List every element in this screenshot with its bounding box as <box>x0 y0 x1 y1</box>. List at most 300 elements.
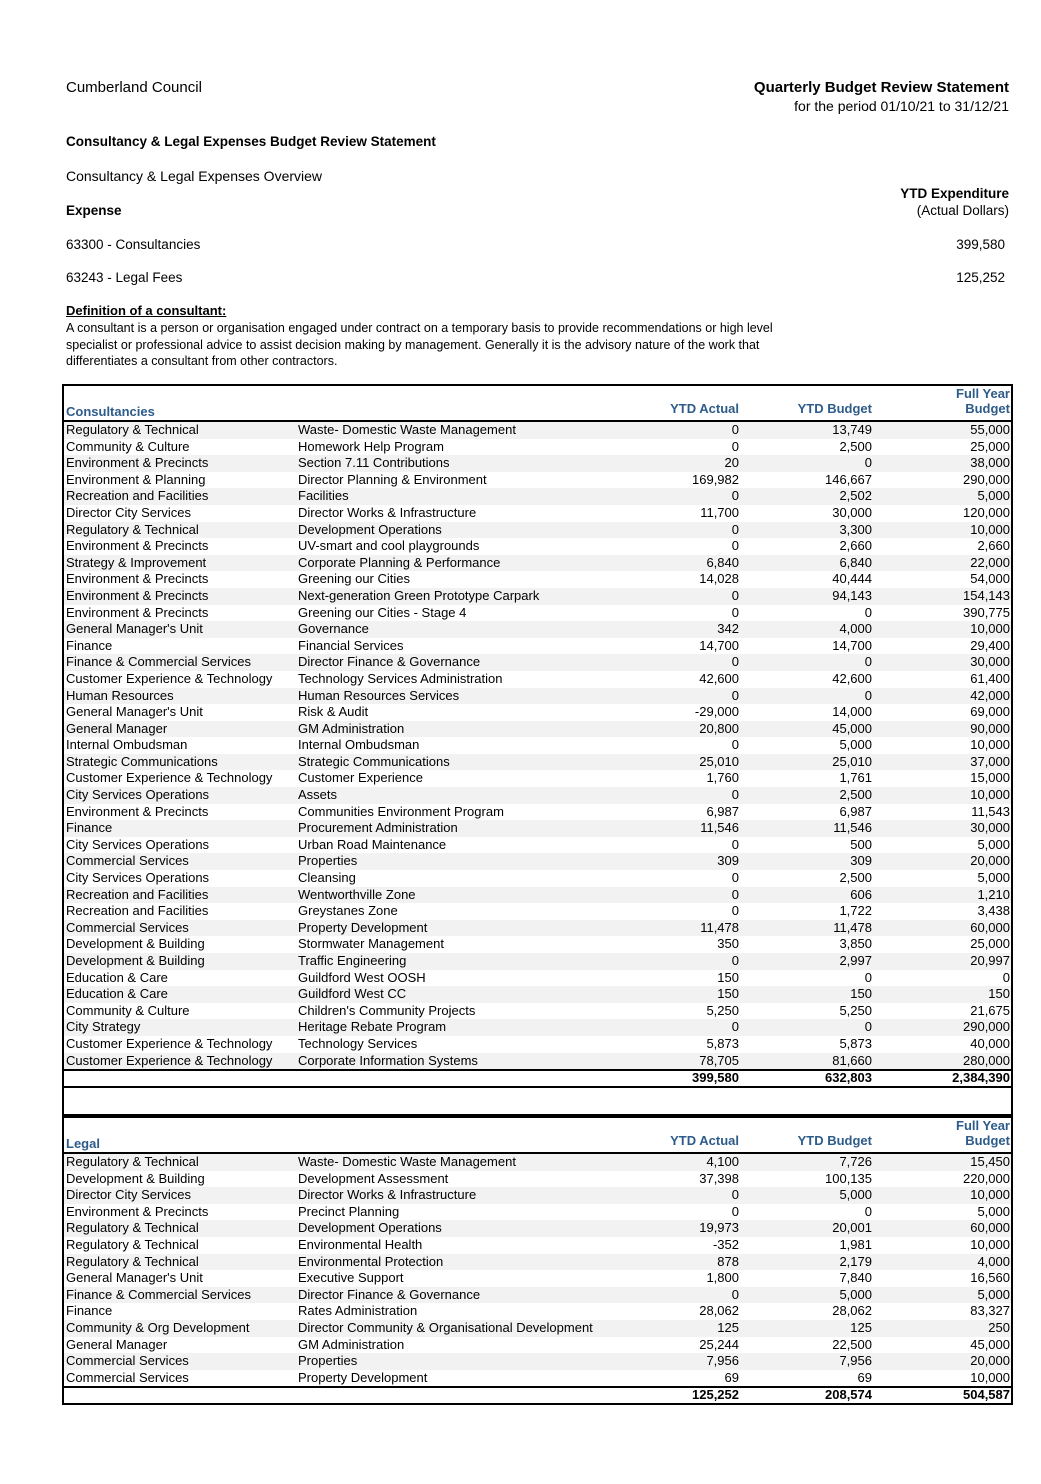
department-cell: General Manager's Unit <box>66 1270 203 1286</box>
ytd-actual-cell: 0 <box>731 438 739 454</box>
full-year-budget-cell: 20,000 <box>970 853 1010 869</box>
department-cell: City Services Operations <box>66 836 210 852</box>
department-cell: Commercial Services <box>66 1369 189 1385</box>
department-cell: Environment & Precincts <box>66 803 209 819</box>
program-cell: Director Works & Infrastructure <box>298 504 477 520</box>
ytd-actual-cell: 169,982 <box>692 471 739 487</box>
ytd-budget-cell: 2,997 <box>839 953 872 968</box>
table-row <box>64 488 1011 505</box>
full-year-budget-cell: 37,000 <box>970 753 1010 769</box>
program-cell: Internal Ombudsman <box>298 737 420 753</box>
program-cell: Traffic Engineering <box>298 953 407 968</box>
full-year-budget-cell: 30,000 <box>970 654 1010 670</box>
program-cell: Heritage Rebate Program <box>298 1019 447 1035</box>
full-year-budget-cell: 10,000 <box>970 621 1010 637</box>
program-cell: Stormwater Management <box>298 936 444 952</box>
ytd-actual-cell: 0 <box>731 488 739 504</box>
table-row <box>64 1303 1011 1320</box>
table-row <box>64 588 1011 605</box>
full-year-budget-cell: 30,000 <box>970 820 1010 836</box>
overview-consultancies-label: 63300 - Consultancies <box>66 237 201 252</box>
ytd-actual-cell: 20 <box>724 455 739 471</box>
program-cell: Properties <box>298 1353 358 1369</box>
department-cell: Community & Org Development <box>66 1319 250 1335</box>
ytd-actual-cell: 0 <box>731 737 739 753</box>
ytd-budget-cell: 45,000 <box>832 720 872 736</box>
full-year-budget-cell: 69,000 <box>970 704 1010 720</box>
table-row <box>64 986 1011 1003</box>
table-row <box>64 1337 1011 1354</box>
ytd-actual-cell: 42,600 <box>699 670 739 686</box>
program-cell: Director Works & Infrastructure <box>298 1187 477 1203</box>
table-row <box>64 654 1011 671</box>
table-row <box>64 787 1011 804</box>
ytd-actual-cell: 0 <box>731 903 739 919</box>
full-year-budget-cell: 90,000 <box>970 720 1010 736</box>
ytd-budget-cell: 14,700 <box>832 637 872 653</box>
ytd-actual-cell: 350 <box>717 936 739 952</box>
section-title: Consultancy & Legal Expenses Budget Review Statement <box>66 134 436 149</box>
full-year-budget-cell: 220,000 <box>963 1170 1010 1186</box>
department-cell: Regulatory & Technical <box>66 1253 199 1269</box>
ytd-budget-cell: 0 <box>864 969 872 985</box>
program-cell: Director Planning & Environment <box>298 471 487 487</box>
ytd-budget-cell: 150 <box>850 986 872 1002</box>
program-cell: Guildford West OOSH <box>298 969 426 985</box>
department-cell: Environment & Precincts <box>66 455 209 471</box>
ytd-budget-cell: 5,000 <box>839 1286 872 1302</box>
table-row <box>64 837 1011 854</box>
department-cell: Finance <box>66 820 113 836</box>
ytd-actual-cell: 0 <box>731 687 739 703</box>
department-cell: Human Resources <box>66 687 174 703</box>
table-row <box>64 472 1011 489</box>
ytd-actual-cell: 309 <box>717 853 739 869</box>
table-row <box>64 820 1011 837</box>
col-ytd-budget: YTD Budget <box>797 1133 872 1148</box>
department-cell: Customer Experience & Technology <box>66 1035 273 1051</box>
total-full-year-budget: 2,384,390 <box>952 1070 1010 1086</box>
ytd-budget-cell: 13,749 <box>832 422 872 437</box>
table-row <box>64 1237 1011 1254</box>
ytd-expenditure-header: YTD Expenditure <box>900 186 1009 201</box>
program-cell: Rates Administration <box>298 1303 418 1319</box>
department-cell: Environment & Precincts <box>66 587 209 603</box>
col-ytd-actual: YTD Actual <box>670 401 739 416</box>
table-row <box>64 770 1011 787</box>
table-row <box>64 605 1011 622</box>
ytd-budget-cell: 11,478 <box>833 919 872 935</box>
table-row <box>64 936 1011 953</box>
department-cell: Commercial Services <box>66 1353 189 1369</box>
ytd-actual-cell: 1,760 <box>706 770 739 786</box>
ytd-budget-cell: 0 <box>864 654 872 670</box>
ytd-actual-cell: 28,062 <box>699 1303 739 1319</box>
col-full-year-budget: Full Year Budget <box>956 1118 1010 1148</box>
ytd-budget-cell: 11,546 <box>833 820 872 836</box>
ytd-actual-cell: 0 <box>731 1187 739 1203</box>
table-row <box>64 439 1011 456</box>
program-cell: Strategic Communications <box>298 753 450 769</box>
department-cell: Customer Experience & Technology <box>66 1052 273 1068</box>
ytd-budget-cell: 94,143 <box>832 587 872 603</box>
department-cell: Recreation and Facilities <box>66 886 209 902</box>
ytd-actual-cell: 0 <box>731 1286 739 1302</box>
department-cell: Regulatory & Technical <box>66 1220 199 1236</box>
ytd-budget-cell: 42,600 <box>832 670 872 686</box>
department-cell: City Services Operations <box>66 787 210 803</box>
department-cell: Development & Building <box>66 953 205 968</box>
program-cell: Greystanes Zone <box>298 903 398 919</box>
ytd-budget-cell: 0 <box>864 687 872 703</box>
ytd-budget-cell: 28,062 <box>832 1303 872 1319</box>
table-row <box>64 754 1011 771</box>
ytd-budget-cell: 81,660 <box>832 1052 872 1068</box>
program-cell: Precinct Planning <box>298 1203 400 1219</box>
table-row <box>64 1171 1011 1188</box>
table-row <box>64 887 1011 904</box>
ytd-actual-cell: 0 <box>731 787 739 803</box>
consultancies-title: Consultancies <box>66 404 155 419</box>
table-row <box>64 638 1011 655</box>
col-full-year-budget: Full Year Budget <box>956 386 1010 416</box>
ytd-actual-cell: 0 <box>731 521 739 537</box>
ytd-actual-cell: 5,250 <box>706 1002 739 1018</box>
ytd-budget-cell: 309 <box>850 853 872 869</box>
ytd-budget-cell: 6,987 <box>839 803 872 819</box>
full-year-budget-cell: 15,450 <box>970 1154 1010 1169</box>
full-year-budget-cell: 10,000 <box>970 737 1010 753</box>
program-cell: Greening our Cities <box>298 571 410 587</box>
ytd-budget-cell: 1,722 <box>839 903 872 919</box>
program-cell: Director Community & Organisational Development <box>298 1319 593 1335</box>
program-cell: Development Operations <box>298 1220 442 1236</box>
department-cell: Development & Building <box>66 936 205 952</box>
full-year-budget-cell: 5,000 <box>977 870 1010 886</box>
legal-title: Legal <box>66 1136 100 1151</box>
program-cell: Development Operations <box>298 521 442 537</box>
council-name: Cumberland Council <box>66 79 202 96</box>
overview-legal-label: 63243 - Legal Fees <box>66 270 183 285</box>
ytd-actual-cell: 6,987 <box>706 803 739 819</box>
program-cell: Corporate Planning & Performance <box>298 554 501 570</box>
department-cell: Environment & Precincts <box>66 571 209 587</box>
ytd-actual-cell: 11,478 <box>700 919 739 935</box>
full-year-budget-cell: 10,000 <box>970 1369 1010 1385</box>
program-cell: Executive Support <box>298 1270 404 1286</box>
table-row <box>64 1003 1011 1020</box>
ytd-actual-cell: -352 <box>712 1236 739 1252</box>
department-cell: City Strategy <box>66 1019 141 1035</box>
full-year-budget-cell: 21,675 <box>970 1002 1010 1018</box>
department-cell: Education & Care <box>66 969 168 985</box>
ytd-budget-cell: 0 <box>864 1019 872 1035</box>
full-year-budget-cell: 5,000 <box>977 1286 1010 1302</box>
ytd-actual-cell: 37,398 <box>699 1170 739 1186</box>
program-cell: Financial Services <box>298 637 404 653</box>
table-row <box>64 920 1011 937</box>
ytd-actual-cell: 1,800 <box>706 1270 739 1286</box>
overview-consultancies-value: 399,580 <box>956 237 1005 252</box>
department-cell: Finance <box>66 637 113 653</box>
ytd-actual-cell: 14,700 <box>699 637 739 653</box>
department-cell: General Manager's Unit <box>66 704 203 720</box>
definition-text: A consultant is a person or organisation engaged under contract on a temporary basis to provide recommendations or high level specialist or professional advice to assist decision making by management. Generally it is the advisory nature of the work that differentiates a consultant from other contractors. <box>66 321 773 369</box>
program-cell: Guildford West CC <box>298 986 407 1002</box>
ytd-budget-cell: 3,850 <box>839 936 872 952</box>
department-cell: Customer Experience & Technology <box>66 770 273 786</box>
program-cell: Director Finance & Governance <box>298 654 481 670</box>
full-year-budget-cell: 290,000 <box>963 1019 1010 1035</box>
ytd-budget-cell: 25,010 <box>832 753 872 769</box>
table-spacer <box>62 1082 1013 1116</box>
table-row <box>64 571 1011 588</box>
ytd-budget-cell: 5,250 <box>839 1002 872 1018</box>
full-year-budget-cell: 0 <box>1002 969 1010 985</box>
department-cell: Environment & Planning <box>66 471 206 487</box>
department-cell: Strategy & Improvement <box>66 554 207 570</box>
program-cell: GM Administration <box>298 720 405 736</box>
program-cell: Customer Experience <box>298 770 423 786</box>
ytd-actual-cell: 0 <box>731 422 739 437</box>
full-year-budget-cell: 120,000 <box>963 504 1010 520</box>
department-cell: Regulatory & Technical <box>66 422 199 437</box>
full-year-budget-cell: 40,000 <box>970 1035 1010 1051</box>
full-year-budget-cell: 10,000 <box>970 787 1010 803</box>
legal-table-header <box>64 1118 1011 1154</box>
ytd-actual-cell: 0 <box>731 953 739 968</box>
full-year-budget-cell: 25,000 <box>970 438 1010 454</box>
ytd-budget-cell: 20,001 <box>832 1220 872 1236</box>
program-cell: Environmental Protection <box>298 1253 444 1269</box>
table-row <box>64 1187 1011 1204</box>
full-year-budget-cell: 5,000 <box>977 488 1010 504</box>
program-cell: Cleansing <box>298 870 356 886</box>
ytd-actual-cell: 11,700 <box>700 504 739 520</box>
program-cell: Technology Services Administration <box>298 670 503 686</box>
full-year-budget-cell: 1,210 <box>977 886 1010 902</box>
table-row <box>64 1353 1011 1370</box>
full-year-budget-cell: 22,000 <box>970 554 1010 570</box>
table-row <box>64 1036 1011 1053</box>
program-cell: Environmental Health <box>298 1236 423 1252</box>
table-row <box>64 870 1011 887</box>
ytd-budget-cell: 2,500 <box>839 787 872 803</box>
program-cell: Urban Road Maintenance <box>298 836 447 852</box>
department-cell: Regulatory & Technical <box>66 521 199 537</box>
table-row <box>64 1019 1011 1036</box>
ytd-actual-cell: 11,546 <box>700 820 739 836</box>
full-year-budget-cell: 83,327 <box>970 1303 1010 1319</box>
ytd-actual-cell: 0 <box>731 1019 739 1035</box>
table-row <box>64 455 1011 472</box>
full-year-budget-cell: 45,000 <box>970 1336 1010 1352</box>
full-year-budget-cell: 20,000 <box>970 1353 1010 1369</box>
total-ytd-budget: 632,803 <box>825 1070 872 1086</box>
ytd-budget-cell: 1,981 <box>839 1236 872 1252</box>
program-cell: Governance <box>298 621 369 637</box>
full-year-budget-cell: 42,000 <box>970 687 1010 703</box>
department-cell: Recreation and Facilities <box>66 488 209 504</box>
full-year-budget-cell: 60,000 <box>970 1220 1010 1236</box>
ytd-actual-cell: 4,100 <box>706 1154 739 1169</box>
ytd-budget-cell: 2,502 <box>839 488 872 504</box>
full-year-budget-cell: 55,000 <box>970 422 1010 437</box>
department-cell: Community & Culture <box>66 1002 190 1018</box>
table-row <box>64 1287 1011 1304</box>
full-year-budget-cell: 25,000 <box>970 936 1010 952</box>
department-cell: Regulatory & Technical <box>66 1236 199 1252</box>
full-year-budget-cell: 390,775 <box>963 604 1010 620</box>
expense-header: Expense <box>66 203 122 218</box>
legal-table <box>62 1116 1013 1405</box>
program-cell: Children's Community Projects <box>298 1002 476 1018</box>
full-year-budget-cell: 2,660 <box>977 538 1010 554</box>
table-row <box>64 804 1011 821</box>
table-row <box>64 1270 1011 1287</box>
ytd-budget-cell: 0 <box>864 604 872 620</box>
program-cell: Wentworthville Zone <box>298 886 416 902</box>
full-year-budget-cell: 5,000 <box>977 1203 1010 1219</box>
total-ytd-actual: 399,580 <box>692 1070 739 1086</box>
full-year-budget-cell: 290,000 <box>963 471 1010 487</box>
ytd-actual-cell: 25,244 <box>699 1336 739 1352</box>
program-cell: Development Assessment <box>298 1170 449 1186</box>
statement-title: Quarterly Budget Review Statement <box>753 79 1009 96</box>
full-year-budget-cell: 5,000 <box>977 836 1010 852</box>
program-cell: Section 7.11 Contributions <box>298 455 450 471</box>
program-cell: Procurement Administration <box>298 820 458 836</box>
ytd-budget-cell: 7,956 <box>839 1353 872 1369</box>
ytd-budget-cell: 3,300 <box>839 521 872 537</box>
ytd-budget-cell: 5,873 <box>839 1035 872 1051</box>
total-full-year-budget: 504,587 <box>963 1387 1010 1403</box>
ytd-actual-cell: 342 <box>717 621 739 637</box>
program-cell: GM Administration <box>298 1336 405 1352</box>
ytd-actual-cell: 150 <box>717 969 739 985</box>
ytd-budget-cell: 2,179 <box>839 1253 872 1269</box>
ytd-actual-cell: 25,010 <box>699 753 739 769</box>
overview-legal-value: 125,252 <box>956 270 1005 285</box>
ytd-budget-cell: 2,660 <box>839 538 872 554</box>
department-cell: Finance & Commercial Services <box>66 1286 251 1302</box>
ytd-budget-cell: 6,840 <box>839 554 872 570</box>
ytd-actual-cell: 0 <box>731 836 739 852</box>
table-row <box>64 1320 1011 1337</box>
ytd-budget-cell: 1,761 <box>839 770 872 786</box>
consultancies-table-header <box>64 386 1011 422</box>
ytd-budget-cell: 5,000 <box>839 737 872 753</box>
ytd-actual-cell: 0 <box>731 870 739 886</box>
ytd-actual-cell: 0 <box>731 1203 739 1219</box>
table-row <box>64 721 1011 738</box>
ytd-budget-cell: 4,000 <box>839 621 872 637</box>
full-year-budget-cell: 38,000 <box>970 455 1010 471</box>
department-cell: City Services Operations <box>66 870 210 886</box>
ytd-actual-cell: 20,800 <box>699 720 739 736</box>
program-cell: Human Resources Services <box>298 687 460 703</box>
department-cell: General Manager's Unit <box>66 621 203 637</box>
program-cell: Risk & Audit <box>298 704 369 720</box>
consultancies-rows <box>64 422 1011 1069</box>
table-row <box>64 1204 1011 1221</box>
program-cell: Waste- Domestic Waste Management <box>298 422 516 437</box>
ytd-actual-cell: 878 <box>717 1253 739 1269</box>
program-cell: Properties <box>298 853 358 869</box>
program-cell: Greening our Cities - Stage 4 <box>298 604 467 620</box>
program-cell: Homework Help Program <box>298 438 444 454</box>
full-year-budget-cell: 29,400 <box>970 637 1010 653</box>
department-cell: Director City Services <box>66 1187 191 1203</box>
department-cell: Finance <box>66 1303 113 1319</box>
ytd-budget-cell: 7,726 <box>839 1154 872 1169</box>
ytd-actual-cell: 7,956 <box>706 1353 739 1369</box>
program-cell: Corporate Information Systems <box>298 1052 478 1068</box>
ytd-actual-cell: 0 <box>731 538 739 554</box>
ytd-actual-cell: 0 <box>731 587 739 603</box>
program-cell: Facilities <box>298 488 349 504</box>
table-row <box>64 621 1011 638</box>
program-cell: Communities Environment Program <box>298 803 504 819</box>
statement-period: for the period 01/10/21 to 31/12/21 <box>794 98 1009 114</box>
full-year-budget-cell: 154,143 <box>963 587 1010 603</box>
department-cell: Commercial Services <box>66 853 189 869</box>
ytd-budget-cell: 40,444 <box>832 571 872 587</box>
department-cell: Environment & Precincts <box>66 538 209 554</box>
program-cell: Next-generation Green Prototype Carpark <box>298 587 540 603</box>
table-row <box>64 1154 1011 1171</box>
ytd-actual-cell: 0 <box>731 886 739 902</box>
department-cell: Recreation and Facilities <box>66 903 209 919</box>
department-cell: Customer Experience & Technology <box>66 670 273 686</box>
department-cell: Commercial Services <box>66 919 189 935</box>
ytd-budget-cell: 0 <box>864 1203 872 1219</box>
table-row <box>64 1053 1011 1070</box>
ytd-actual-cell: 5,873 <box>706 1035 739 1051</box>
table-row <box>64 555 1011 572</box>
full-year-budget-cell: 3,438 <box>977 903 1010 919</box>
full-year-budget-cell: 150 <box>988 986 1010 1002</box>
table-row <box>64 522 1011 539</box>
department-cell: Community & Culture <box>66 438 190 454</box>
full-year-budget-cell: 60,000 <box>970 919 1010 935</box>
ytd-actual-cell: 14,028 <box>699 571 739 587</box>
ytd-budget-cell: 7,840 <box>839 1270 872 1286</box>
program-cell: Assets <box>298 787 338 803</box>
department-cell: Finance & Commercial Services <box>66 654 251 670</box>
table-row <box>64 970 1011 987</box>
ytd-budget-cell: 5,000 <box>839 1187 872 1203</box>
department-cell: Environment & Precincts <box>66 604 209 620</box>
department-cell: General Manager <box>66 1336 168 1352</box>
ytd-budget-cell: 14,000 <box>832 704 872 720</box>
program-cell: Property Development <box>298 919 428 935</box>
consultancies-table <box>62 384 1013 1088</box>
full-year-budget-cell: 11,543 <box>971 803 1010 819</box>
overview-title: Consultancy & Legal Expenses Overview <box>66 168 323 184</box>
total-ytd-budget: 208,574 <box>825 1387 872 1403</box>
legal-total-row <box>64 1386 1011 1403</box>
table-row <box>64 737 1011 754</box>
department-cell: Education & Care <box>66 986 168 1002</box>
full-year-budget-cell: 54,000 <box>970 571 1010 587</box>
program-cell: UV-smart and cool playgrounds <box>298 538 480 554</box>
ytd-budget-cell: 30,000 <box>832 504 872 520</box>
ytd-expenditure-subheader: (Actual Dollars) <box>916 203 1009 218</box>
ytd-actual-cell: -29,000 <box>694 704 739 720</box>
ytd-budget-cell: 22,500 <box>832 1336 872 1352</box>
table-row <box>64 422 1011 439</box>
